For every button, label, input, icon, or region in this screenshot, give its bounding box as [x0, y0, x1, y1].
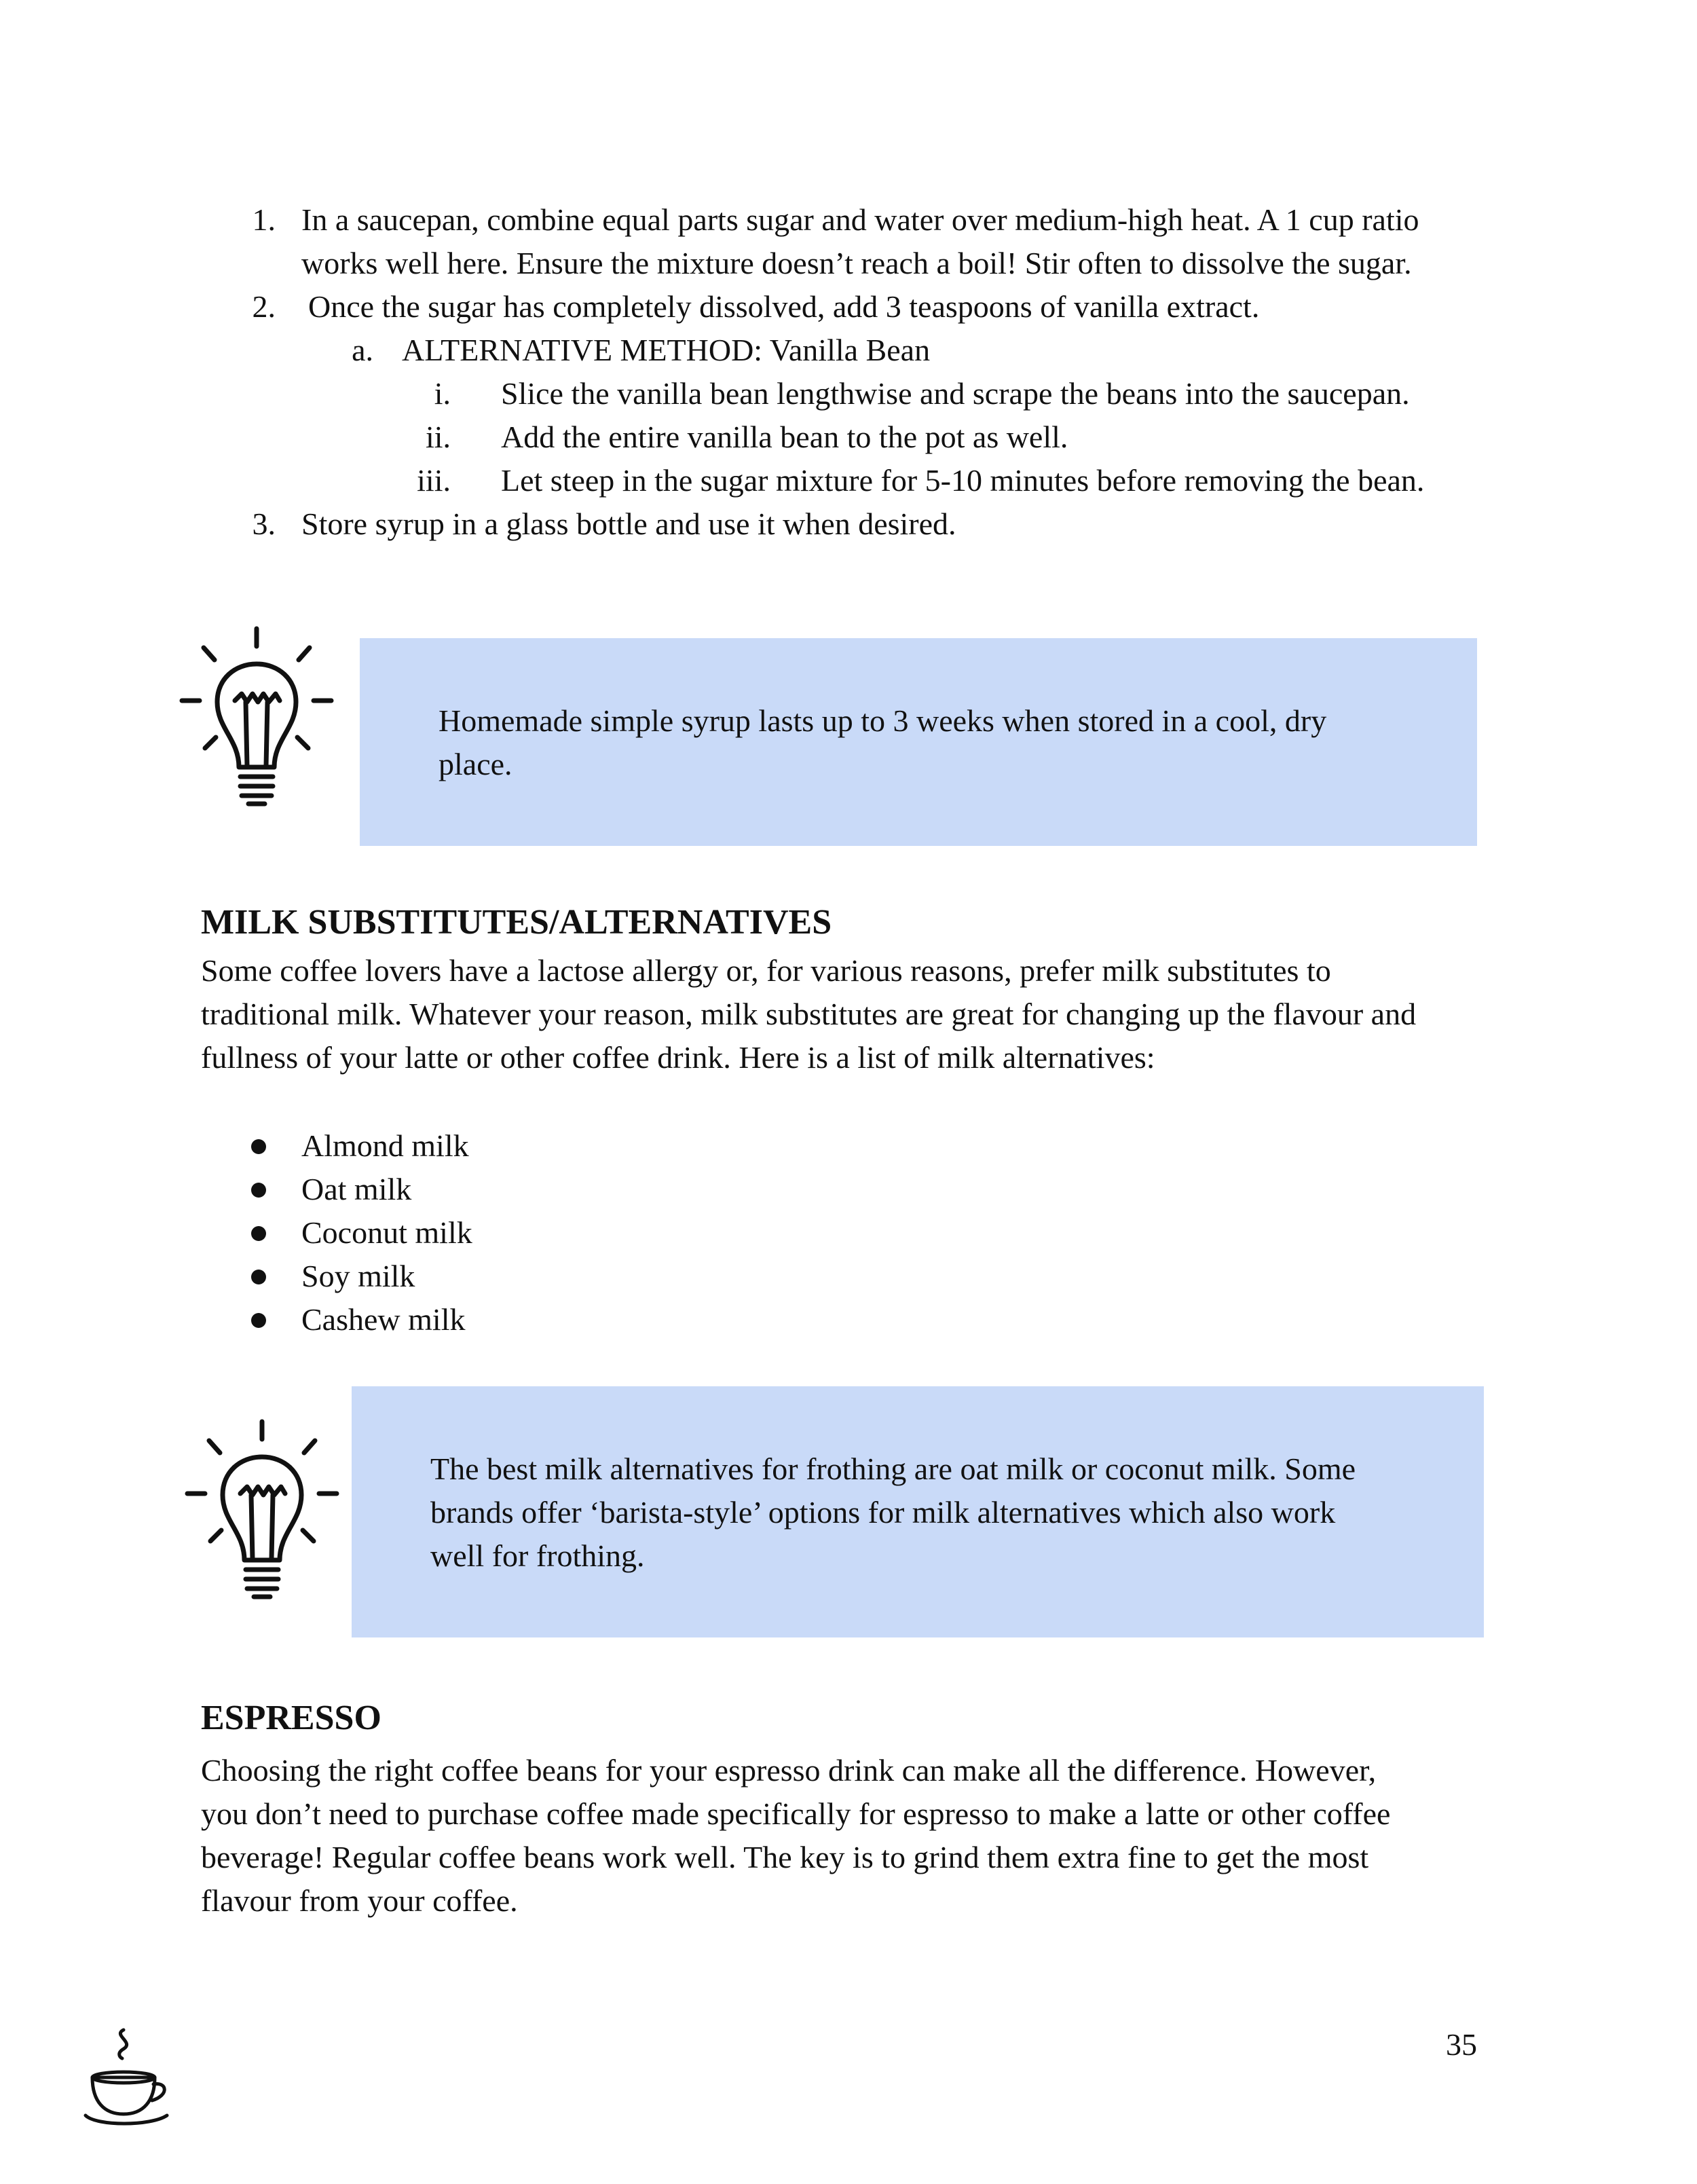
section-heading: MILK SUBSTITUTES/ALTERNATIVES — [201, 903, 832, 942]
bullet — [251, 1226, 266, 1241]
list-item: Oat milk — [301, 1172, 412, 1206]
step-number: 2. — [252, 289, 276, 324]
tip-text: The best milk alternatives for frothing are oat milk or coconut milk. Some brands offer ‘barista-style’ options for milk alternatives which also work well for frothing. — [430, 1451, 1356, 1573]
substep-roman: iii. — [417, 463, 451, 498]
substep-text: ALTERNATIVE METHOD: Vanilla Bean — [402, 333, 931, 367]
step-number: 3. — [252, 506, 276, 541]
bullet — [251, 1139, 266, 1154]
step-text: Once the sugar has completely dissolved, add 3 teaspoons of vanilla extract. — [308, 289, 1260, 324]
substep-letter: a. — [352, 333, 373, 367]
list-item: Almond milk — [301, 1128, 469, 1163]
substep-text: Add the entire vanilla bean to the pot as well. — [501, 420, 1068, 454]
substep-roman: i. — [434, 376, 451, 411]
bullet — [251, 1183, 266, 1198]
step-text: In a saucepan, combine equal parts sugar and water over medium-high heat. A 1 cup ratio — [301, 202, 1419, 237]
tip-text: Homemade simple syrup lasts up to 3 weeks when stored in a cool, dry place. — [439, 703, 1327, 781]
list-item: Soy milk — [301, 1259, 415, 1293]
substep-text: Let steep in the sugar mixture for 5-10 minutes before removing the bean. — [501, 463, 1425, 498]
step-text: works well here. Ensure the mixture doesn’t reach a boil! Stir often to dissolve the sugar. — [301, 246, 1412, 280]
list-item: Coconut milk — [301, 1215, 472, 1250]
bullet — [251, 1313, 266, 1328]
coffee-cup-icon — [83, 2027, 172, 2130]
section-heading: ESPRESSO — [201, 1699, 381, 1737]
paragraph: Some coffee lovers have a lactose allergy or, for various reasons, prefer milk substitutes to traditional milk. Whatever your reason, milk substitutes are great for changing up the flavour and fullness of your latte or other coffee drink. Here is a list of milk alternatives: — [201, 953, 1417, 1075]
list-item: Cashew milk — [301, 1302, 466, 1337]
page-number: 35 — [1446, 2027, 1477, 2062]
substep-roman: ii. — [425, 420, 451, 454]
step-number: 1. — [252, 202, 276, 237]
lightbulb-icon — [178, 626, 335, 808]
lightbulb-icon — [183, 1419, 341, 1601]
paragraph: Choosing the right coffee beans for your espresso drink can make all the difference. However, you don’t need to purchase coffee made specifically for espresso to make a latte or other coffee beverage! Regular coffee beans work well. The key is to grind them extra fine to get the most flavour from your coffee. — [201, 1753, 1391, 1918]
bullet — [251, 1270, 266, 1284]
step-text: Store syrup in a glass bottle and use it when desired. — [301, 506, 956, 541]
substep-text: Slice the vanilla bean lengthwise and scrape the beans into the saucepan. — [501, 376, 1410, 411]
